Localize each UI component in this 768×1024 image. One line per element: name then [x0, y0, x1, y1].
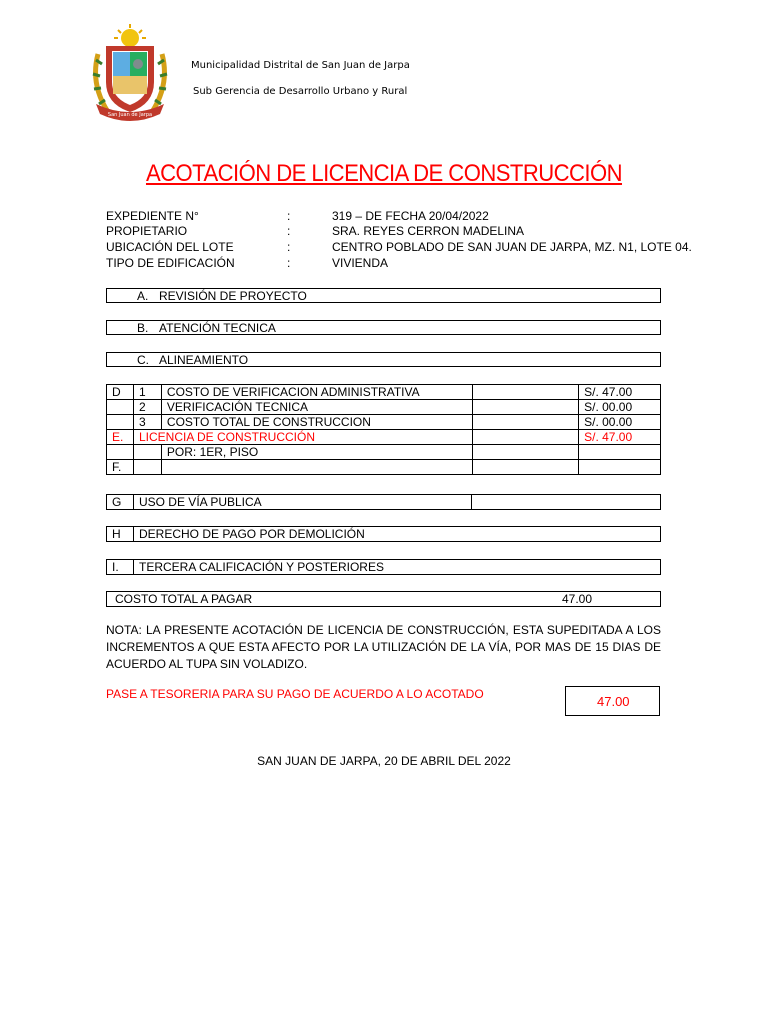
row-label: COSTO DE VERIFICACION ADMINISTRATIVA — [161, 385, 472, 400]
empty-cell — [161, 460, 472, 475]
section-h-box — [106, 526, 661, 542]
section-code: C. — [137, 353, 149, 367]
table-row — [107, 400, 661, 415]
row-amount: S/. 00.00 — [579, 400, 661, 415]
section-label: REVISIÓN DE PROYECTO — [159, 289, 307, 303]
info-label: TIPO DE EDIFICACIÓN — [106, 256, 235, 270]
piso-label: POR: 1ER, PISO — [161, 445, 472, 460]
payment-amount-box — [565, 686, 660, 716]
info-separator: : — [287, 240, 291, 254]
row-number: 2 — [133, 400, 161, 415]
empty-cell — [133, 445, 161, 460]
section-g-box — [106, 494, 661, 510]
closing-date: SAN JUAN DE JARPA, 20 DE ABRIL DEL 2022 — [257, 754, 511, 768]
section-a-box — [106, 288, 661, 303]
info-value: CENTRO POBLADO DE SAN JUAN DE JARPA, MZ. N1, LOTE 04. — [332, 240, 692, 254]
empty-cell — [579, 460, 661, 475]
table-row — [107, 415, 661, 430]
row-number: 1 — [133, 385, 161, 400]
section-label: USO DE VÍA PUBLICA — [133, 495, 471, 510]
payment-instruction: PASE A TESORERIA PARA SU PAGO DE ACUERDO A LO ACOTADO — [106, 687, 484, 701]
municipal-seal-logo — [88, 24, 172, 124]
empty-cell — [472, 385, 578, 400]
table-row — [107, 385, 661, 400]
empty-cell — [579, 445, 661, 460]
section-label: ATENCIÓN TECNICA — [159, 321, 276, 335]
section-b-box — [106, 320, 661, 335]
table-row — [107, 495, 661, 510]
section-code: G — [107, 495, 134, 510]
seal-ribbon-text: San Juan de Jarpa — [107, 112, 153, 118]
section-label: DERECHO DE PAGO POR DEMOLICIÓN — [134, 527, 661, 542]
note-paragraph: NOTA: LA PRESENTE ACOTACIÓN DE LICENCIA DE CONSTRUCCIÓN, ESTA SUPEDITADA A LOS INCREMENTOS A QUE ESTA AFECTO POR LA UTILIZACIÓN DE LA VÍA, POR MAS DE 15 DIAS DE ACUERDO AL TUPA SIN VOLADIZO. — [106, 623, 661, 671]
total-amount: 47.00 — [562, 592, 593, 606]
section-i-box — [106, 559, 661, 575]
section-code: I. — [107, 560, 134, 575]
payment-amount: 47.00 — [597, 694, 630, 709]
section-label: TERCERA CALIFICACIÓN Y POSTERIORES — [134, 560, 661, 575]
section-d-code: D — [107, 385, 134, 400]
empty-cell — [472, 400, 578, 415]
section-c-box — [106, 352, 661, 367]
document-title: ACOTACIÓN DE LICENCIA DE CONSTRUCCIÓN — [145, 160, 623, 187]
empty-cell — [472, 415, 578, 430]
empty-cell — [107, 400, 134, 415]
info-value: SRA. REYES CERRON MADELINA — [332, 224, 525, 238]
info-value: VIVIENDA — [332, 256, 389, 270]
empty-cell — [472, 445, 578, 460]
row-amount: S/. 47.00 — [579, 385, 661, 400]
info-label: UBICACIÓN DEL LOTE — [106, 240, 234, 254]
section-f-code: F. — [107, 460, 134, 475]
table-row — [107, 460, 661, 475]
empty-cell — [472, 460, 578, 475]
info-value: 319 – DE FECHA 20/04/2022 — [332, 209, 489, 223]
municipality-name: Municipalidad Distrital de San Juan de Jarpa — [191, 60, 410, 71]
row-label: VERIFICACIÓN TECNICA — [161, 400, 472, 415]
section-e-amount: S/. 47.00 — [579, 430, 661, 445]
table-row — [107, 560, 661, 575]
section-code: B. — [137, 321, 149, 335]
empty-cell — [107, 415, 134, 430]
table-row — [107, 445, 661, 460]
section-label: ALINEAMIENTO — [159, 353, 249, 367]
row-amount: S/. 00.00 — [579, 415, 661, 430]
info-separator: : — [287, 209, 291, 223]
table-row — [107, 430, 661, 445]
row-label: COSTO TOTAL DE CONSTRUCCION — [161, 415, 472, 430]
empty-cell — [472, 430, 578, 445]
info-separator: : — [287, 224, 291, 238]
table-row — [107, 527, 661, 542]
costs-table — [106, 384, 661, 475]
empty-cell — [472, 495, 661, 510]
section-code: H — [107, 527, 134, 542]
info-label: EXPEDIENTE N° — [106, 209, 199, 223]
section-e-label: LICENCIA DE CONSTRUCCIÓN — [133, 430, 472, 445]
info-separator: : — [287, 256, 291, 270]
department-name: Sub Gerencia de Desarrollo Urbano y Rural — [193, 86, 408, 97]
section-e-code: E. — [107, 430, 134, 445]
total-label: COSTO TOTAL A PAGAR — [115, 592, 253, 606]
section-code: A. — [137, 289, 149, 303]
empty-cell — [107, 445, 134, 460]
row-number: 3 — [133, 415, 161, 430]
empty-cell — [133, 460, 161, 475]
info-label: PROPIETARIO — [106, 224, 188, 238]
total-box — [106, 591, 661, 607]
